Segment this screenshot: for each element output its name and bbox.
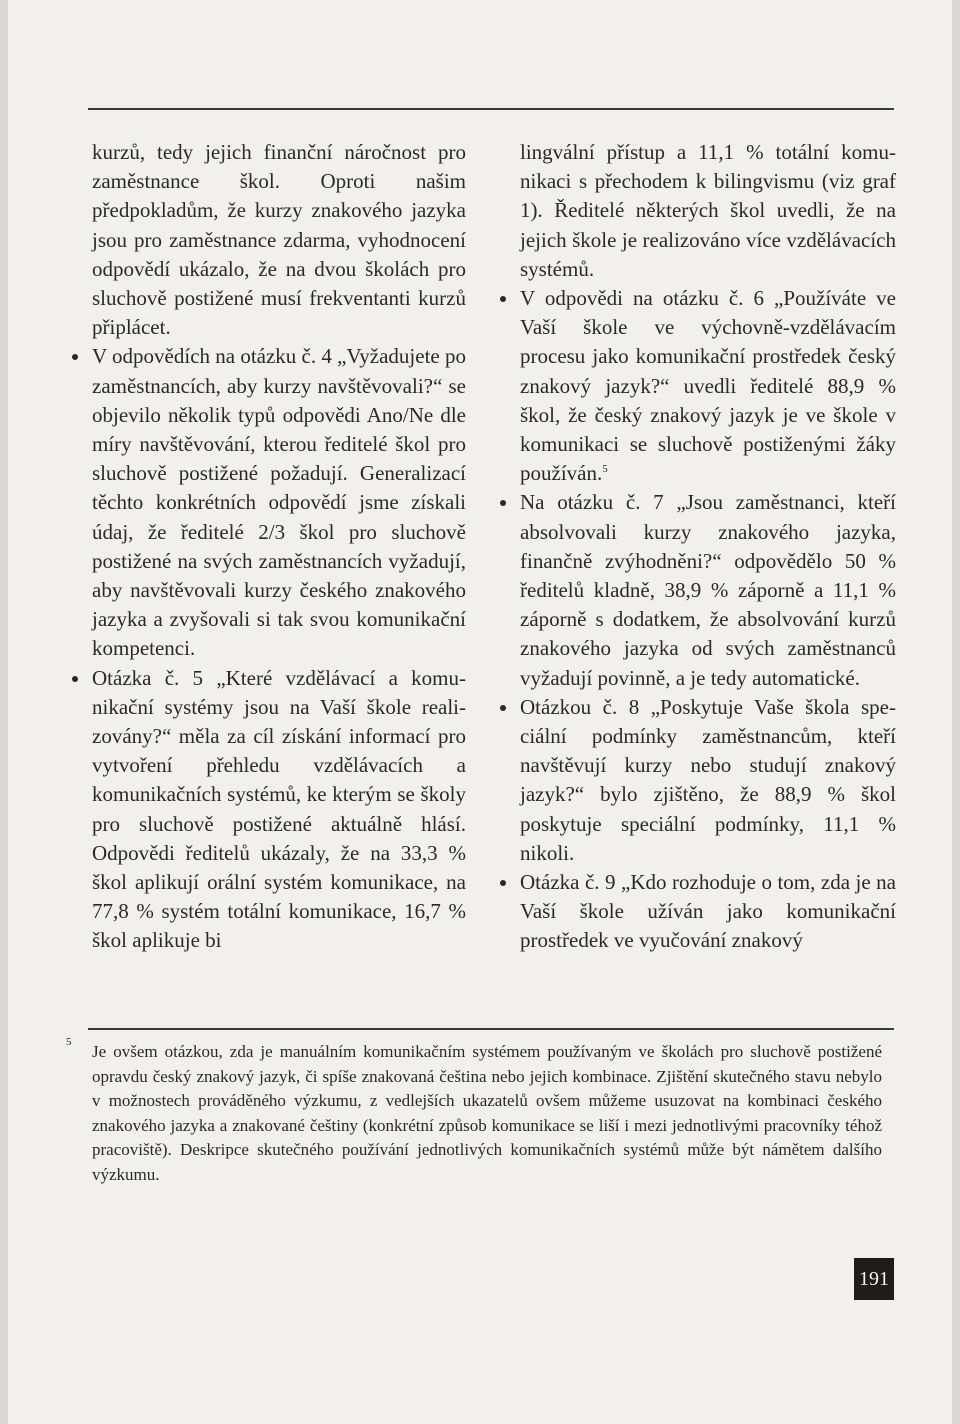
footnote-rule (88, 1028, 894, 1030)
bullet-question-9: Otázka č. 9 „Kdo rozhoduje o tom, zda je na Vaší škole užíván jako komunikační prostředek ve vyučování znakový (520, 868, 896, 956)
continuation-paragraph: lingvální přístup a 11,1 % totální komunikaci s přechodem k bilingvismu (viz graf 1). Ředitelé některých škol uvedli, že na jejich škole je realizováno více vzdělávacích systémů. (520, 140, 896, 281)
bullet-question-4: V odpovědích na otázku č. 4 „Vyžadujete po zaměstnancích, aby kurzy navštěvovali?“ se objevilo několik typů odpovědi Ano/Ne dle míry navštěvování, kterou ředitelé škol pro sluchově postižené požadují. Generalizací těchto konkrétních odpovědí jsme získali údaj, že ředitelé 2/3 škol pro sluchově postižené na svých zaměstnancích vyžadují, aby navštěvovali kurzy českého znakového jazyka a zvyšovali si tak svou komunikační kompetenci. (92, 342, 466, 663)
footnote-reference[interactable]: 5 (602, 463, 608, 476)
left-column (92, 138, 466, 956)
bullet-question-5: Otázka č. 5 „Které vzdělávací a komunikační systémy jsou na Vaší škole realizovány?“ měla za cíl získání informací pro vytvoření přehledu vzdělávacích a komunikačních systémů, ke kterým se školy pro sluchově postižené aktuálně hlásí. Odpovědi ředitelů ukázaly, že na 33,3 % škol aplikují orální systém komunikace, na 77,8 % systém totální komunikace, 16,7 % škol aplikuje bi (92, 664, 466, 956)
bullet-question-6 (520, 284, 896, 488)
right-column (520, 138, 896, 956)
footnote-number: 5 (66, 1036, 72, 1048)
header-rule (88, 108, 894, 110)
left-bullet-list (92, 342, 466, 955)
page-number: 191 (854, 1258, 894, 1300)
intro-paragraph: kurzů, tedy jejich finanční náročnost pro zaměstnance škol. Oproti našim předpokladům, že kurzy znakového jazyka jsou pro zaměstnance zdarma, vyhodnocení odpovědí ukázalo, že na dvou školách pro sluchově postižené musí frekventanti kurzů připlácet. (92, 140, 466, 340)
bullet-question-8: Otázkou č. 8 „Poskytuje Vaše škola speciální podmínky zaměstnancům, kteří navštěvují kurzy nebo studují znakový jazyk?“ bylo zjištěno, že 88,9 % škol poskytuje speciální podmínky, 11,1 % nikoli. (520, 693, 896, 868)
right-bullet-list (520, 284, 896, 956)
bullet-question-7: Na otázku č. 7 „Jsou zaměstnanci, kteří absolvovali kurzy znakového jazyka, finančně zvýhodněni?“ odpovědělo 50 % ředitelů kladně, 38,9 % záporně a 11,1 % záporně s dodatkem, že absolvování kurzů znakového jazyka od svých zaměstnanců vyžadují povinně, a je tedy automatické. (520, 488, 896, 692)
footnote-text: Je ovšem otázkou, zda je manuálním komunikačním systémem používaným ve školách pro sluchově postižené opravdu český znakový jazyk, či spíše znakovaná čeština nebo jejich kombinace. Zjištění skutečného stavu nebylo v možnostech prováděného výzkumu, z vedlejších ukazatelů ovšem můžeme usuzovat na kombinaci českého znakového jazyka a znakované češtiny (konkrétní způsob komunikace se liší i mezi jednotlivými pracovníky téhož pracoviště). Deskripce skutečného používání jednotlivých komunikačních systémů může být námětem dalšího výzkumu. (92, 1042, 882, 1184)
bullet-question-6-text: V odpovědi na otázku č. 6 „Používáte ve Vaší škole ve výchovně-vzdělávacím procesu jako komunikační prostředek český znakový jazyk?“ uvedli ředitelé 88,9 % škol, že český znakový jazyk je ve škole v komunikaci se sluchově postiženými žáky používán. (520, 286, 896, 486)
